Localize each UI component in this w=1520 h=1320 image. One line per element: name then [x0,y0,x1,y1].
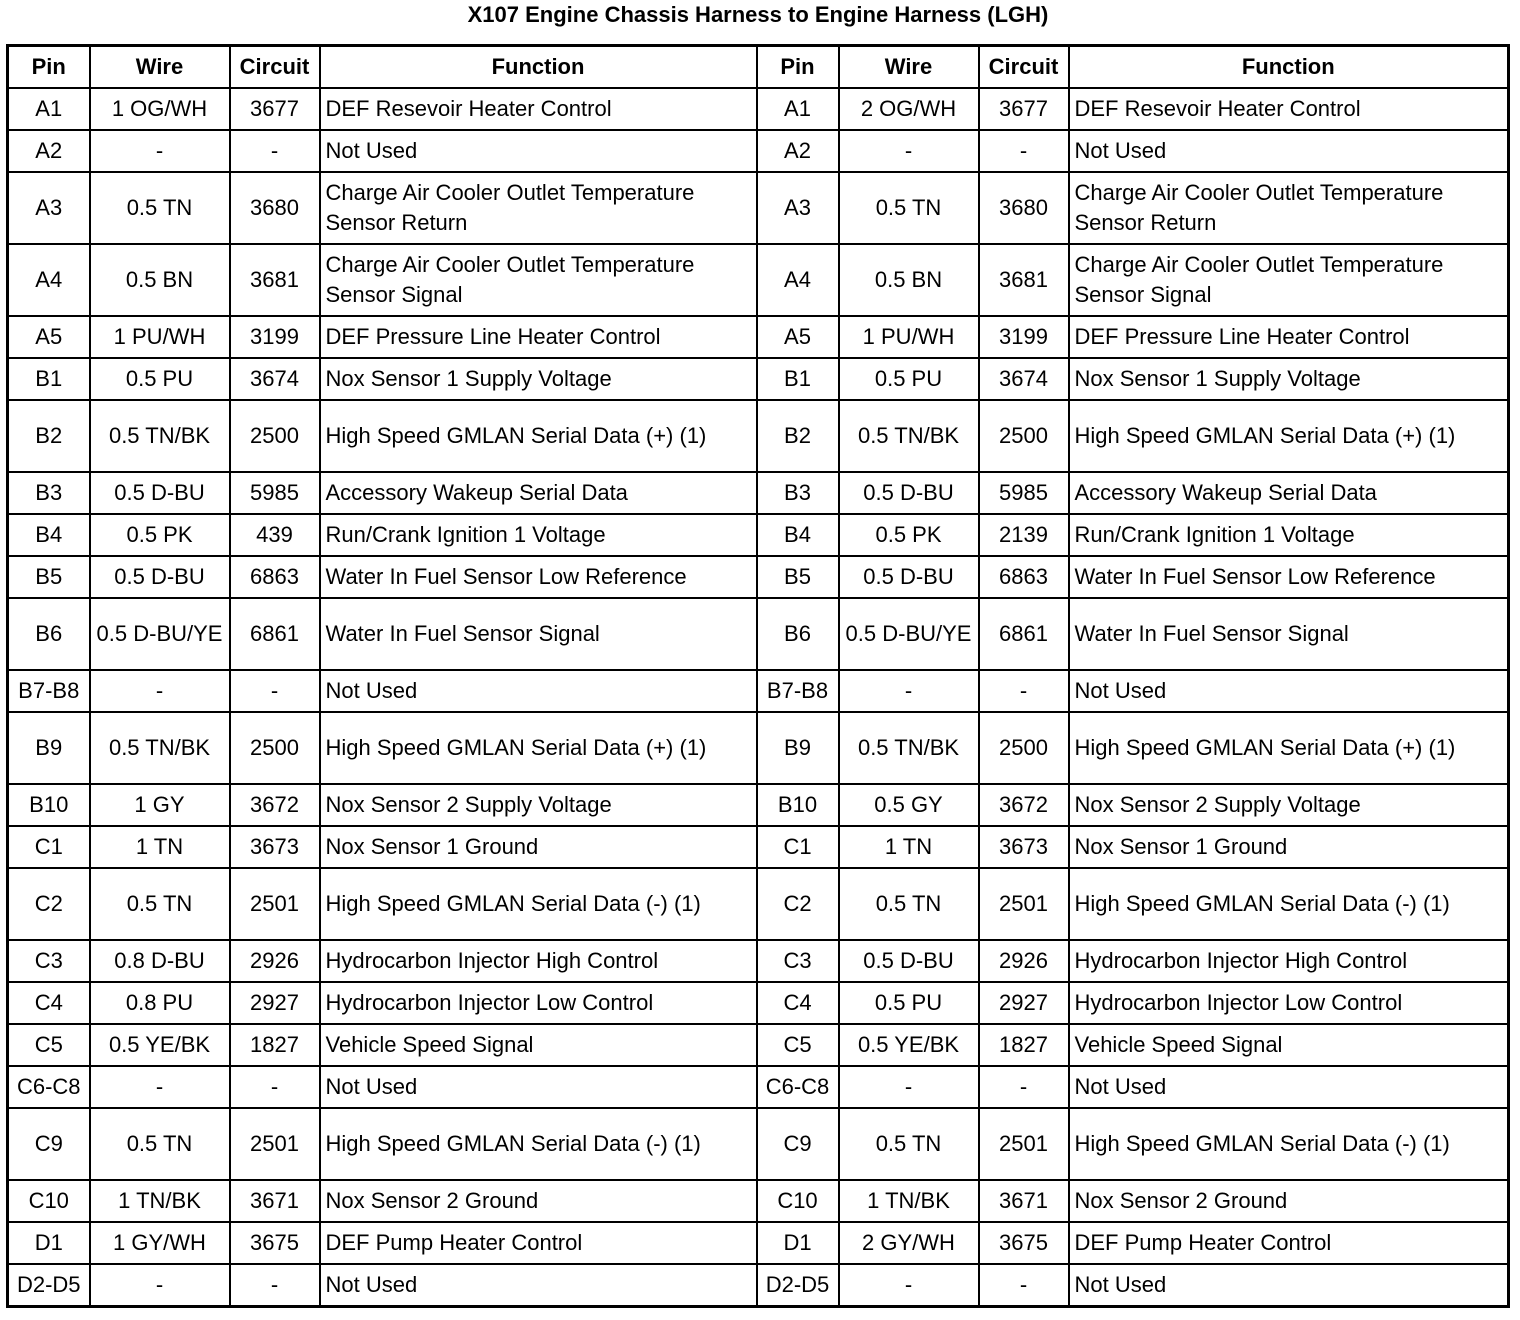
function-cell: DEF Pressure Line Heater Control [320,316,757,358]
function-cell: Nox Sensor 1 Ground [1069,826,1509,868]
column-header-pin: Pin [757,46,839,89]
pin-cell: A1 [757,88,839,130]
wire-cell: 2 GY/WH [839,1222,979,1264]
table-row [8,400,1509,472]
circuit-cell: 1827 [230,1024,320,1066]
pin-cell: B6 [8,598,90,670]
pin-cell: C5 [8,1024,90,1066]
function-cell: Charge Air Cooler Outlet Temperature Sensor Return [1069,172,1509,244]
wire-cell: 1 OG/WH [90,88,230,130]
function-cell: Run/Crank Ignition 1 Voltage [320,514,757,556]
wire-cell: - [90,670,230,712]
function-cell: Charge Air Cooler Outlet Temperature Sensor Signal [320,244,757,316]
circuit-cell: 3675 [979,1222,1069,1264]
wire-cell: 1 TN [839,826,979,868]
pin-cell: B5 [757,556,839,598]
table-row [8,670,1509,712]
circuit-cell: 6861 [979,598,1069,670]
wire-cell: 0.5 TN/BK [90,712,230,784]
pin-cell: B2 [757,400,839,472]
wire-cell: - [90,130,230,172]
function-cell: High Speed GMLAN Serial Data (+) (1) [320,400,757,472]
table-row [8,826,1509,868]
circuit-cell: 2500 [230,712,320,784]
circuit-cell: 2927 [230,982,320,1024]
wire-cell: 0.8 D-BU [90,940,230,982]
pin-cell: B3 [757,472,839,514]
table-row [8,244,1509,316]
pin-cell: B7-B8 [757,670,839,712]
table-header-row [8,46,1509,89]
circuit-cell: 3199 [979,316,1069,358]
pin-cell: C3 [757,940,839,982]
function-cell: Run/Crank Ignition 1 Voltage [1069,514,1509,556]
pin-cell: C9 [757,1108,839,1180]
circuit-cell: 3675 [230,1222,320,1264]
pin-cell: B9 [757,712,839,784]
circuit-cell: 2500 [979,712,1069,784]
circuit-cell: 2927 [979,982,1069,1024]
table-row [8,472,1509,514]
circuit-cell: 3673 [979,826,1069,868]
pin-cell: C1 [757,826,839,868]
function-cell: Water In Fuel Sensor Signal [1069,598,1509,670]
circuit-cell: 3672 [230,784,320,826]
table-row [8,1108,1509,1180]
pin-cell: C5 [757,1024,839,1066]
circuit-cell: 6863 [230,556,320,598]
circuit-cell: 1827 [979,1024,1069,1066]
wire-cell: - [839,670,979,712]
wire-cell: 0.5 TN [90,868,230,940]
wire-cell: - [839,1066,979,1108]
circuit-cell: 3681 [979,244,1069,316]
circuit-cell: 3673 [230,826,320,868]
pin-cell: B9 [8,712,90,784]
function-cell: Nox Sensor 1 Ground [320,826,757,868]
function-cell: DEF Pump Heater Control [320,1222,757,1264]
function-cell: Nox Sensor 1 Supply Voltage [1069,358,1509,400]
wire-cell: 1 GY/WH [90,1222,230,1264]
wire-cell: 0.5 D-BU [839,472,979,514]
wire-cell: 1 TN/BK [90,1180,230,1222]
circuit-cell: 2500 [979,400,1069,472]
wire-cell: 0.5 TN/BK [839,400,979,472]
wire-cell: 0.5 D-BU/YE [90,598,230,670]
table-row [8,1180,1509,1222]
column-header-circuit: Circuit [230,46,320,89]
function-cell: Not Used [1069,670,1509,712]
circuit-cell: 2926 [230,940,320,982]
circuit-cell: 3680 [230,172,320,244]
function-cell: Not Used [1069,1066,1509,1108]
function-cell: DEF Pressure Line Heater Control [1069,316,1509,358]
circuit-cell: 2926 [979,940,1069,982]
pin-cell: A4 [8,244,90,316]
table-row [8,556,1509,598]
function-cell: Nox Sensor 2 Supply Voltage [1069,784,1509,826]
wire-cell: 0.5 PU [839,982,979,1024]
circuit-cell: 3680 [979,172,1069,244]
circuit-cell: - [979,670,1069,712]
wire-cell: 0.5 TN [839,868,979,940]
column-header-pin: Pin [8,46,90,89]
wire-cell: 1 TN/BK [839,1180,979,1222]
circuit-cell: 439 [230,514,320,556]
pin-cell: B4 [8,514,90,556]
circuit-cell: 2501 [979,868,1069,940]
wire-cell: 0.5 YE/BK [839,1024,979,1066]
function-cell: Nox Sensor 2 Ground [320,1180,757,1222]
column-header-wire: Wire [90,46,230,89]
function-cell: Nox Sensor 2 Supply Voltage [320,784,757,826]
function-cell: Charge Air Cooler Outlet Temperature Sensor Signal [1069,244,1509,316]
function-cell: DEF Resevoir Heater Control [1069,88,1509,130]
pin-cell: B10 [757,784,839,826]
page-title: X107 Engine Chassis Harness to Engine Harness (LGH) [467,2,1049,27]
pin-cell: A1 [8,88,90,130]
function-cell: Water In Fuel Sensor Low Reference [1069,556,1509,598]
pin-cell: B3 [8,472,90,514]
circuit-cell: - [230,1066,320,1108]
pin-cell: B1 [8,358,90,400]
pin-cell: B2 [8,400,90,472]
wire-cell: - [90,1066,230,1108]
circuit-cell: 2501 [230,868,320,940]
table-row [8,358,1509,400]
circuit-cell: 3674 [979,358,1069,400]
wire-cell: 2 OG/WH [839,88,979,130]
wire-cell: 0.5 PK [839,514,979,556]
wire-cell: 0.5 D-BU [90,556,230,598]
wire-cell: 0.5 PK [90,514,230,556]
circuit-cell: 2501 [230,1108,320,1180]
table-row [8,1066,1509,1108]
function-cell: DEF Resevoir Heater Control [320,88,757,130]
circuit-cell: 3672 [979,784,1069,826]
table-row [8,712,1509,784]
pin-cell: C3 [8,940,90,982]
wire-cell: 1 PU/WH [90,316,230,358]
pin-cell: C1 [8,826,90,868]
function-cell: Accessory Wakeup Serial Data [1069,472,1509,514]
circuit-cell: - [230,670,320,712]
table-row [8,88,1509,130]
wire-cell: 0.5 BN [839,244,979,316]
table-row [8,1024,1509,1066]
pin-cell: B4 [757,514,839,556]
wire-cell: 0.5 TN/BK [839,712,979,784]
column-header-function: Function [1069,46,1509,89]
function-cell: High Speed GMLAN Serial Data (-) (1) [1069,868,1509,940]
wire-cell: 0.5 TN [90,172,230,244]
function-cell: Vehicle Speed Signal [1069,1024,1509,1066]
pin-cell: A5 [8,316,90,358]
pin-cell: C4 [757,982,839,1024]
wire-cell: 0.5 D-BU/YE [839,598,979,670]
wire-cell: 0.5 TN [839,1108,979,1180]
wire-cell: 0.5 PU [839,358,979,400]
function-cell: High Speed GMLAN Serial Data (+) (1) [1069,400,1509,472]
pin-cell: B10 [8,784,90,826]
circuit-cell: 3671 [979,1180,1069,1222]
circuit-cell: 3671 [230,1180,320,1222]
function-cell: High Speed GMLAN Serial Data (-) (1) [1069,1108,1509,1180]
function-cell: High Speed GMLAN Serial Data (+) (1) [320,712,757,784]
function-cell: Hydrocarbon Injector Low Control [320,982,757,1024]
column-header-wire: Wire [839,46,979,89]
wire-cell: 1 GY [90,784,230,826]
function-cell: Nox Sensor 2 Ground [1069,1180,1509,1222]
function-cell: Hydrocarbon Injector Low Control [1069,982,1509,1024]
circuit-cell: 2500 [230,400,320,472]
pin-cell: A4 [757,244,839,316]
table-row [8,172,1509,244]
wire-cell: 0.5 PU [90,358,230,400]
pin-cell: A2 [8,130,90,172]
table-row [8,868,1509,940]
pin-cell: C2 [8,868,90,940]
pin-cell: B7-B8 [8,670,90,712]
pin-cell: C4 [8,982,90,1024]
table-row [8,1222,1509,1264]
pin-cell: B5 [8,556,90,598]
function-cell: Charge Air Cooler Outlet Temperature Sensor Return [320,172,757,244]
table-row [8,316,1509,358]
pin-cell: C2 [757,868,839,940]
circuit-cell: 3681 [230,244,320,316]
table-row [8,130,1509,172]
wire-cell: 0.5 D-BU [839,940,979,982]
circuit-cell: 5985 [230,472,320,514]
wire-cell: 0.5 TN/BK [90,400,230,472]
circuit-cell: 2139 [979,514,1069,556]
wire-cell: 1 TN [90,826,230,868]
pin-cell: C9 [8,1108,90,1180]
function-cell: Vehicle Speed Signal [320,1024,757,1066]
function-cell: High Speed GMLAN Serial Data (+) (1) [1069,712,1509,784]
pin-cell: C6-C8 [757,1066,839,1108]
circuit-cell: 3674 [230,358,320,400]
function-cell: Not Used [320,1264,757,1307]
connector-pin-table [6,44,1510,1308]
pin-cell: D1 [757,1222,839,1264]
table-body [8,88,1509,1307]
wire-cell: 0.5 GY [839,784,979,826]
pin-cell: C10 [8,1180,90,1222]
pin-cell: B1 [757,358,839,400]
function-cell: Water In Fuel Sensor Low Reference [320,556,757,598]
column-header-function: Function [320,46,757,89]
function-cell: Hydrocarbon Injector High Control [1069,940,1509,982]
wire-cell: - [839,1264,979,1307]
pin-cell: A3 [757,172,839,244]
pin-cell: A2 [757,130,839,172]
wire-cell: 0.5 TN [839,172,979,244]
table-row [8,940,1509,982]
wire-cell: 0.5 D-BU [839,556,979,598]
wire-cell: 0.5 D-BU [90,472,230,514]
function-cell: Not Used [1069,130,1509,172]
circuit-cell: 6861 [230,598,320,670]
circuit-cell: 3199 [230,316,320,358]
table-row [8,514,1509,556]
wire-cell: - [839,130,979,172]
pin-cell: B6 [757,598,839,670]
pin-cell: D1 [8,1222,90,1264]
function-cell: High Speed GMLAN Serial Data (-) (1) [320,1108,757,1180]
function-cell: Hydrocarbon Injector High Control [320,940,757,982]
function-cell: Not Used [1069,1264,1509,1307]
table-row [8,598,1509,670]
function-cell: High Speed GMLAN Serial Data (-) (1) [320,868,757,940]
wire-cell: 0.5 TN [90,1108,230,1180]
function-cell: Water In Fuel Sensor Signal [320,598,757,670]
pin-cell: A3 [8,172,90,244]
function-cell: Not Used [320,1066,757,1108]
circuit-cell: 5985 [979,472,1069,514]
column-header-circuit: Circuit [979,46,1069,89]
circuit-cell: 3677 [230,88,320,130]
circuit-cell: 2501 [979,1108,1069,1180]
circuit-cell: 3677 [979,88,1069,130]
wire-cell: 1 PU/WH [839,316,979,358]
table-row [8,1264,1509,1307]
pin-cell: D2-D5 [8,1264,90,1307]
circuit-cell: - [979,130,1069,172]
table-row [8,784,1509,826]
pin-cell: C10 [757,1180,839,1222]
circuit-cell: - [979,1066,1069,1108]
function-cell: Not Used [320,130,757,172]
circuit-cell: - [979,1264,1069,1307]
pin-cell: C6-C8 [8,1066,90,1108]
pin-cell: D2-D5 [757,1264,839,1307]
function-cell: Nox Sensor 1 Supply Voltage [320,358,757,400]
circuit-cell: - [230,1264,320,1307]
wire-cell: 0.5 YE/BK [90,1024,230,1066]
wire-cell: 0.5 BN [90,244,230,316]
wire-cell: - [90,1264,230,1307]
function-cell: Accessory Wakeup Serial Data [320,472,757,514]
circuit-cell: - [230,130,320,172]
circuit-cell: 6863 [979,556,1069,598]
function-cell: DEF Pump Heater Control [1069,1222,1509,1264]
wire-cell: 0.8 PU [90,982,230,1024]
table-row [8,982,1509,1024]
function-cell: Not Used [320,670,757,712]
pin-cell: A5 [757,316,839,358]
